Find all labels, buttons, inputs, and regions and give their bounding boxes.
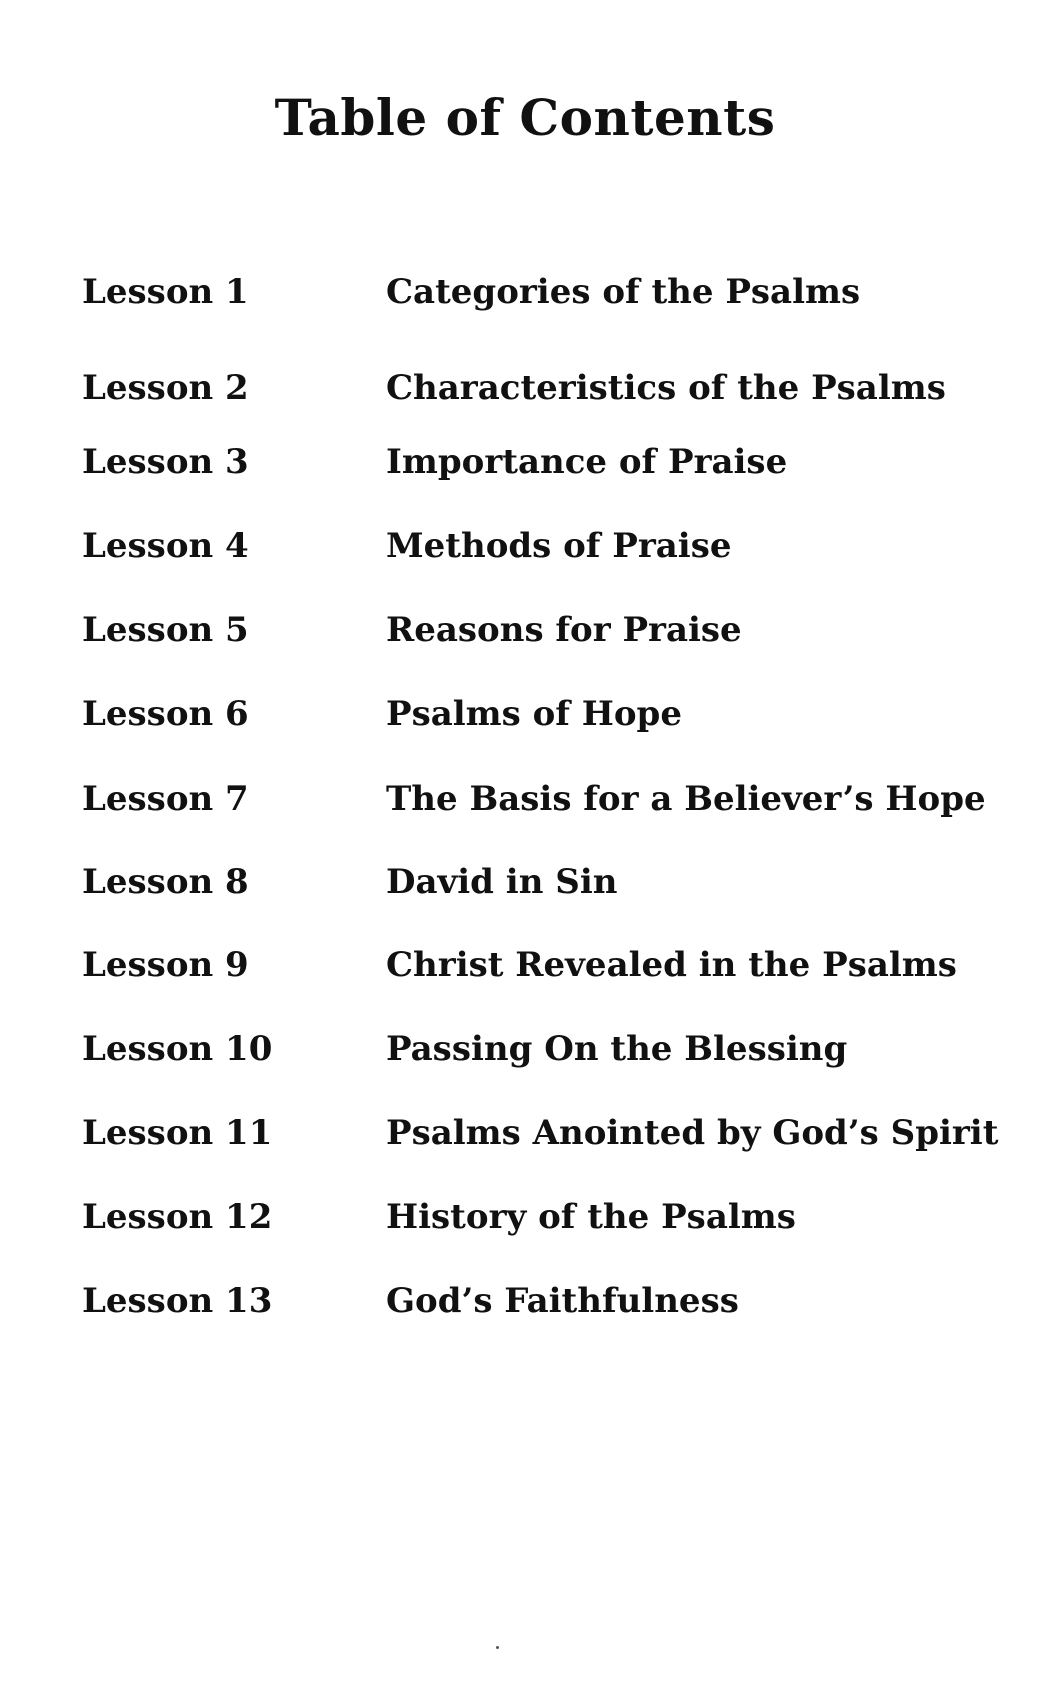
lesson-number: Lesson 6 bbox=[82, 694, 249, 734]
lesson-number: Lesson 2 bbox=[82, 368, 249, 408]
lesson-title: Psalms of Hope bbox=[386, 694, 682, 734]
lesson-number: Lesson 9 bbox=[82, 945, 249, 985]
toc-entry bbox=[0, 368, 1050, 418]
lesson-title: Passing On the Blessing bbox=[386, 1029, 848, 1069]
lesson-title: Categories of the Psalms bbox=[386, 272, 861, 312]
lesson-number: Lesson 5 bbox=[82, 610, 249, 650]
toc-entry bbox=[0, 945, 1050, 995]
lesson-title: Reasons for Praise bbox=[386, 610, 742, 650]
lesson-title: Methods of Praise bbox=[386, 526, 732, 566]
toc-entry bbox=[0, 272, 1050, 322]
toc-entry bbox=[0, 779, 1050, 829]
lesson-title: God’s Faithfulness bbox=[386, 1281, 739, 1321]
lesson-title: Christ Revealed in the Psalms bbox=[386, 945, 957, 985]
lesson-number: Lesson 4 bbox=[82, 526, 249, 566]
lesson-number: Lesson 1 bbox=[82, 272, 249, 312]
toc-entry bbox=[0, 526, 1050, 576]
toc-entry bbox=[0, 1281, 1050, 1331]
lesson-title: History of the Psalms bbox=[386, 1197, 796, 1237]
toc-entry bbox=[0, 694, 1050, 744]
toc-entry bbox=[0, 610, 1050, 660]
lesson-number: Lesson 3 bbox=[82, 442, 249, 482]
lesson-number: Lesson 11 bbox=[82, 1113, 273, 1153]
toc-entry bbox=[0, 1029, 1050, 1079]
lesson-title: The Basis for a Believer’s Hope bbox=[386, 779, 986, 819]
toc-entry bbox=[0, 442, 1050, 492]
lesson-number: Lesson 10 bbox=[82, 1029, 273, 1069]
scan-speck bbox=[496, 1646, 499, 1649]
lesson-title: David in Sin bbox=[386, 862, 618, 902]
toc-entry bbox=[0, 1197, 1050, 1247]
lesson-title: Importance of Praise bbox=[386, 442, 788, 482]
lesson-number: Lesson 8 bbox=[82, 862, 249, 902]
lesson-title: Psalms Anointed by God’s Spirit bbox=[386, 1113, 999, 1153]
page-title: Table of Contents bbox=[274, 88, 776, 147]
lesson-title: Characteristics of the Psalms bbox=[386, 368, 946, 408]
lesson-number: Lesson 7 bbox=[82, 779, 249, 819]
toc-entry bbox=[0, 1113, 1050, 1163]
toc-entry bbox=[0, 862, 1050, 912]
lesson-number: Lesson 12 bbox=[82, 1197, 273, 1237]
lesson-number: Lesson 13 bbox=[82, 1281, 273, 1321]
